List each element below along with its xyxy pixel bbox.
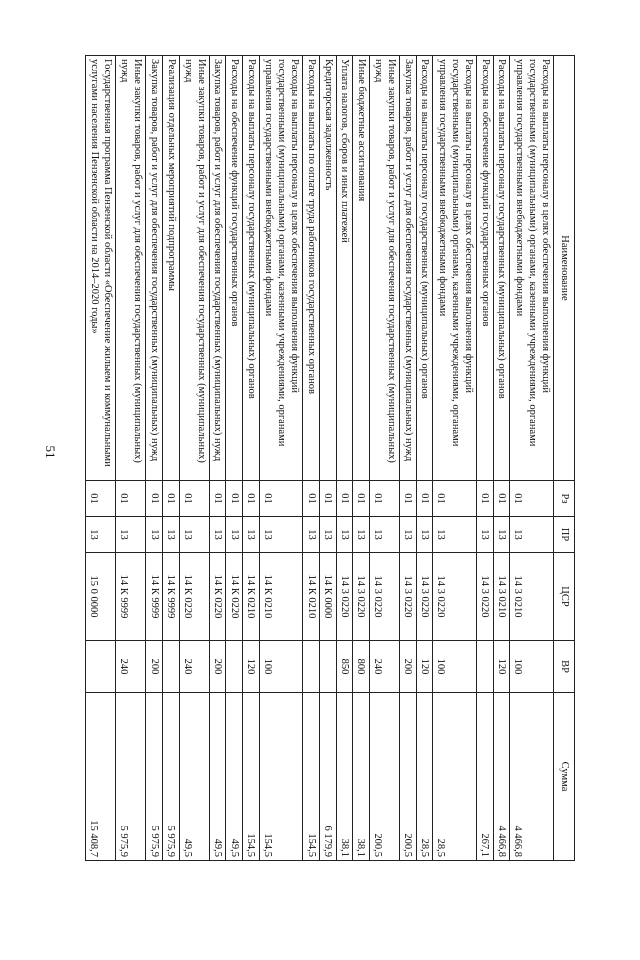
header-csr: ЦСР: [554, 553, 575, 641]
cell-pr: 13: [433, 517, 477, 553]
cell-csr: 14 3 0220: [336, 553, 353, 641]
cell-vr: 240: [179, 641, 209, 693]
cell-pr: 13: [477, 517, 494, 553]
cell-sum: 154,5: [259, 693, 303, 861]
cell-vr: 200: [400, 641, 417, 693]
table-row: [116, 56, 146, 861]
cell-name: Расходы на выплаты персоналу в целях обеспечения выполнения функций государственными (муниципальными) органами, казенными учреждениями, органами управления государственными внебюджетными фондами: [433, 56, 477, 481]
cell-sum: 154,5: [303, 693, 320, 861]
cell-vr: 120: [493, 641, 510, 693]
cell-rz: 01: [163, 481, 180, 517]
table-row: [259, 56, 303, 861]
cell-sum: 5 975,9: [163, 693, 180, 861]
cell-rz: 01: [243, 481, 260, 517]
cell-name: Закупка товаров, работ и услуг для обеспечения государственных (муниципальных) нужд: [400, 56, 417, 481]
cell-csr: 14 3 0220: [416, 553, 433, 641]
cell-rz: 01: [209, 481, 226, 517]
table-row: [493, 56, 510, 861]
cell-name: Реализация отдельных мероприятий подпрограммы: [163, 56, 180, 481]
cell-sum: 28,5: [416, 693, 433, 861]
header-pr: ПР: [554, 517, 575, 553]
cell-sum: 15 408,7: [86, 693, 116, 861]
cell-name: Расходы на выплаты персоналу государственных (муниципальных) органов: [243, 56, 260, 481]
cell-vr: [163, 641, 180, 693]
cell-sum: 38,1: [336, 693, 353, 861]
cell-pr: 13: [86, 517, 116, 553]
cell-name: Иные бюджетные ассигнования: [353, 56, 370, 481]
table-row: [416, 56, 433, 861]
cell-vr: 800: [353, 641, 370, 693]
table-row: [369, 56, 399, 861]
cell-pr: 13: [163, 517, 180, 553]
cell-rz: 01: [86, 481, 116, 517]
cell-csr: 14 К 0210: [303, 553, 320, 641]
table-row: [179, 56, 209, 861]
cell-csr: 14 3 0220: [400, 553, 417, 641]
cell-name: Расходы на выплаты персоналу в целях обеспечения выполнения функций государственными (муниципальными) органами, казенными учреждениями, органами управления государственными внебюджетными фондами: [259, 56, 303, 481]
cell-rz: 01: [336, 481, 353, 517]
cell-pr: 13: [146, 517, 163, 553]
cell-rz: 01: [493, 481, 510, 517]
cell-sum: 49,5: [179, 693, 209, 861]
cell-sum: 4 466,8: [493, 693, 510, 861]
cell-vr: 100: [433, 641, 477, 693]
cell-rz: 01: [303, 481, 320, 517]
cell-vr: [86, 641, 116, 693]
cell-name: Иные закупки товаров, работ и услуг для обеспечения государственных (муниципальных) нужд: [179, 56, 209, 481]
cell-pr: 13: [209, 517, 226, 553]
cell-vr: [226, 641, 243, 693]
table-row: [163, 56, 180, 861]
cell-name: Расходы на обеспечение функций государственных органов: [226, 56, 243, 481]
cell-csr: 14 3 0220: [353, 553, 370, 641]
cell-rz: 01: [320, 481, 337, 517]
cell-name: Расходы на выплаты персоналу государственных (муниципальных) органов: [493, 56, 510, 481]
cell-pr: 13: [400, 517, 417, 553]
cell-pr: 13: [226, 517, 243, 553]
cell-csr: 14 3 0220: [477, 553, 494, 641]
cell-pr: 13: [259, 517, 303, 553]
cell-sum: 267,1: [477, 693, 494, 861]
cell-pr: 13: [336, 517, 353, 553]
cell-rz: 01: [179, 481, 209, 517]
cell-csr: 14 3 0220: [433, 553, 477, 641]
table-row: [510, 56, 554, 861]
cell-sum: 49,5: [226, 693, 243, 861]
table-header-row: [554, 56, 575, 861]
table-row: [303, 56, 320, 861]
table-row: [86, 56, 116, 861]
cell-rz: 01: [259, 481, 303, 517]
cell-rz: 01: [146, 481, 163, 517]
cell-vr: 240: [369, 641, 399, 693]
cell-name: Кредиторская задолженность: [320, 56, 337, 481]
cell-vr: [477, 641, 494, 693]
cell-pr: 13: [116, 517, 146, 553]
cell-pr: 13: [416, 517, 433, 553]
cell-csr: 14 3 0220: [369, 553, 399, 641]
cell-pr: 13: [510, 517, 554, 553]
cell-name: Расходы на выплаты по оплате труда работников государственных органов: [303, 56, 320, 481]
cell-vr: 120: [416, 641, 433, 693]
table-row: [433, 56, 477, 861]
table-row: [320, 56, 337, 861]
cell-csr: 14 3 0210: [493, 553, 510, 641]
cell-name: Закупка товаров, работ и услуг для обеспечения государственных (муниципальных) нужд: [209, 56, 226, 481]
cell-sum: 4 466,8: [510, 693, 554, 861]
cell-sum: 49,5: [209, 693, 226, 861]
cell-csr: 14 К 9999: [163, 553, 180, 641]
cell-csr: 14 К 0000: [320, 553, 337, 641]
cell-pr: 13: [493, 517, 510, 553]
table-row: [146, 56, 163, 861]
cell-csr: 14 К 9999: [116, 553, 146, 641]
table-row: [243, 56, 260, 861]
cell-name: Иные закупки товаров, работ и услуг для обеспечения государственных (муниципальных) нужд: [116, 56, 146, 481]
table-row: [353, 56, 370, 861]
table-row: [400, 56, 417, 861]
cell-vr: [303, 641, 320, 693]
cell-rz: 01: [416, 481, 433, 517]
cell-pr: 13: [179, 517, 209, 553]
rotated-page: [0, 55, 575, 960]
page-number: 51: [43, 445, 58, 459]
cell-name: Расходы на обеспечение функций государственных органов: [477, 56, 494, 481]
cell-rz: 01: [433, 481, 477, 517]
cell-vr: 240: [116, 641, 146, 693]
cell-pr: 13: [303, 517, 320, 553]
cell-sum: 200,5: [369, 693, 399, 861]
cell-csr: 14 К 0210: [243, 553, 260, 641]
cell-rz: 01: [477, 481, 494, 517]
cell-csr: 14 К 0220: [209, 553, 226, 641]
cell-rz: 01: [226, 481, 243, 517]
cell-vr: [320, 641, 337, 693]
budget-table: [85, 55, 575, 861]
cell-name: Закупка товаров, работ и услуг для обеспечения государственных (муниципальных) нужд: [146, 56, 163, 481]
cell-pr: 13: [243, 517, 260, 553]
table-row: [477, 56, 494, 861]
cell-pr: 13: [369, 517, 399, 553]
cell-csr: 14 К 0210: [259, 553, 303, 641]
cell-sum: 154,5: [243, 693, 260, 861]
cell-rz: 01: [369, 481, 399, 517]
header-rz: Рз: [554, 481, 575, 517]
cell-vr: 850: [336, 641, 353, 693]
cell-vr: 100: [510, 641, 554, 693]
header-name: Наименование: [554, 56, 575, 481]
cell-sum: 28,5: [433, 693, 477, 861]
cell-rz: 01: [116, 481, 146, 517]
table-row: [336, 56, 353, 861]
cell-rz: 01: [510, 481, 554, 517]
cell-sum: 200,5: [400, 693, 417, 861]
cell-sum: 38,1: [353, 693, 370, 861]
cell-pr: 13: [353, 517, 370, 553]
table-row: [226, 56, 243, 861]
cell-csr: 14 К 9999: [146, 553, 163, 641]
cell-vr: 200: [209, 641, 226, 693]
cell-name: Уплата налогов, сборов и иных платежей: [336, 56, 353, 481]
cell-sum: 5 975,9: [116, 693, 146, 861]
cell-rz: 01: [400, 481, 417, 517]
cell-csr: 15 0 0000: [86, 553, 116, 641]
header-sum: Сумма: [554, 693, 575, 861]
cell-name: Иные закупки товаров, работ и услуг для обеспечения государственных (муниципальных) нужд: [369, 56, 399, 481]
cell-rz: 01: [353, 481, 370, 517]
cell-vr: 120: [243, 641, 260, 693]
cell-sum: 6 179,9: [320, 693, 337, 861]
header-vr: ВР: [554, 641, 575, 693]
cell-csr: 14 К 0220: [226, 553, 243, 641]
cell-pr: 13: [320, 517, 337, 553]
table-row: [209, 56, 226, 861]
cell-csr: 14 К 0220: [179, 553, 209, 641]
cell-name: Расходы на выплаты персоналу в целях обеспечения выполнения функций государственными (муниципальными) органами, казенными учреждениями, органами управления государственными внебюджетными фондами: [510, 56, 554, 481]
cell-vr: 100: [259, 641, 303, 693]
cell-name: Государственная программа Пензенской области «Обеспечение жилыем и коммунальными услугами населения Пензенской области на 2014–2020 годы»: [86, 56, 116, 481]
cell-sum: 5 975,9: [146, 693, 163, 861]
cell-name: Расходы на выплаты персоналу государственных (муниципальных) органов: [416, 56, 433, 481]
cell-csr: 14 3 0210: [510, 553, 554, 641]
cell-vr: 200: [146, 641, 163, 693]
